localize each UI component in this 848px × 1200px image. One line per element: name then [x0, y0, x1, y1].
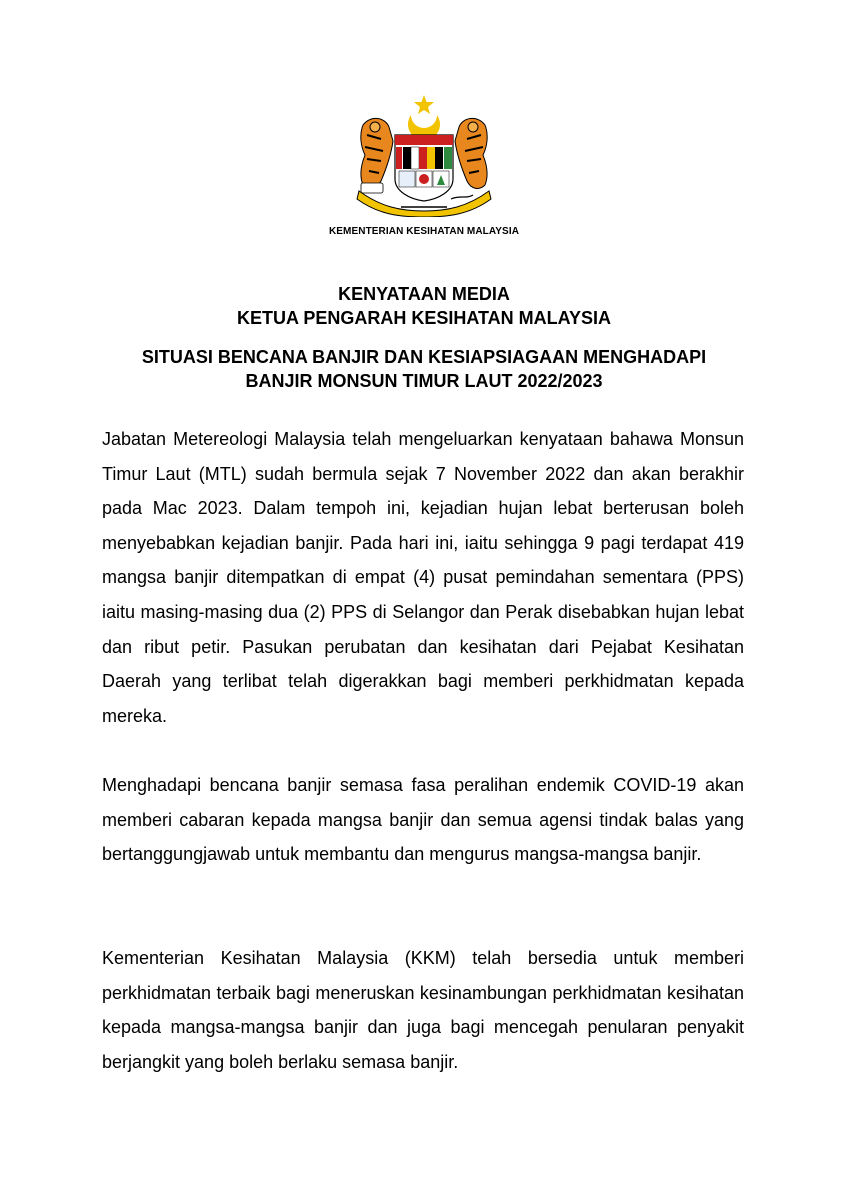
- press-release-subject-line-2: BANJIR MONSUN TIMUR LAUT 2022/2023: [245, 371, 603, 391]
- press-release-subject-line-1: SITUASI BENCANA BANJIR DAN KESIAPSIAGAAN MENGHADAPI: [141, 347, 707, 367]
- body-paragraph-2: Menghadapi bencana banjir semasa fasa peralihan endemik COVID-19 akan memberi cabaran kepada mangsa banjir dan semua agensi tindak balas yang bertanggungjawab untuk membantu dan mengurus mangsa-mangsa banjir.: [102, 775, 744, 865]
- body-paragraph-1: Jabatan Metereologi Malaysia telah mengeluarkan kenyataan bahawa Monsun Timur Laut (MTL) sudah bermula sejak 7 November 2022 dan akan berakhir pada Mac 2023. Dalam tempoh ini, kejadian hujan lebat berterusan boleh menyebabkan kejadian banjir. Pada hari ini, iaitu sehingga 9 pagi terdapat 419 mangsa banjir ditempatkan di empat (4) pusat pemindahan sementara (PPS) iaitu masing-masing dua (2) PPS di Selangor dan Perak disebabkan hujan lebat dan ribut petir. Pasukan perubatan dan kesihatan dari Pejabat Kesihatan Daerah yang terlibat telah digerakkan bagi memberi perkhidmatan kepada mereka.: [102, 429, 744, 726]
- press-release-title-line-1: KENYATAAN MEDIA: [338, 284, 510, 304]
- press-release-title-line-2: KETUA PENGARAH KESIHATAN MALAYSIA: [236, 308, 612, 328]
- press-release-title: [0, 282, 848, 330]
- press-release-subject: [0, 345, 848, 393]
- ministry-name: KEMENTERIAN KESIHATAN MALAYSIA: [328, 226, 520, 237]
- body-paragraph-3: Kementerian Kesihatan Malaysia (KKM) telah bersedia untuk memberi perkhidmatan terbaik bagi meneruskan kesinambungan perkhidmatan kesihatan kepada mangsa-mangsa banjir dan juga bagi mencegah penularan penyakit berjangkit yang boleh berlaku semasa banjir.: [102, 948, 744, 1072]
- malaysia-coat-of-arms-icon: [351, 95, 497, 217]
